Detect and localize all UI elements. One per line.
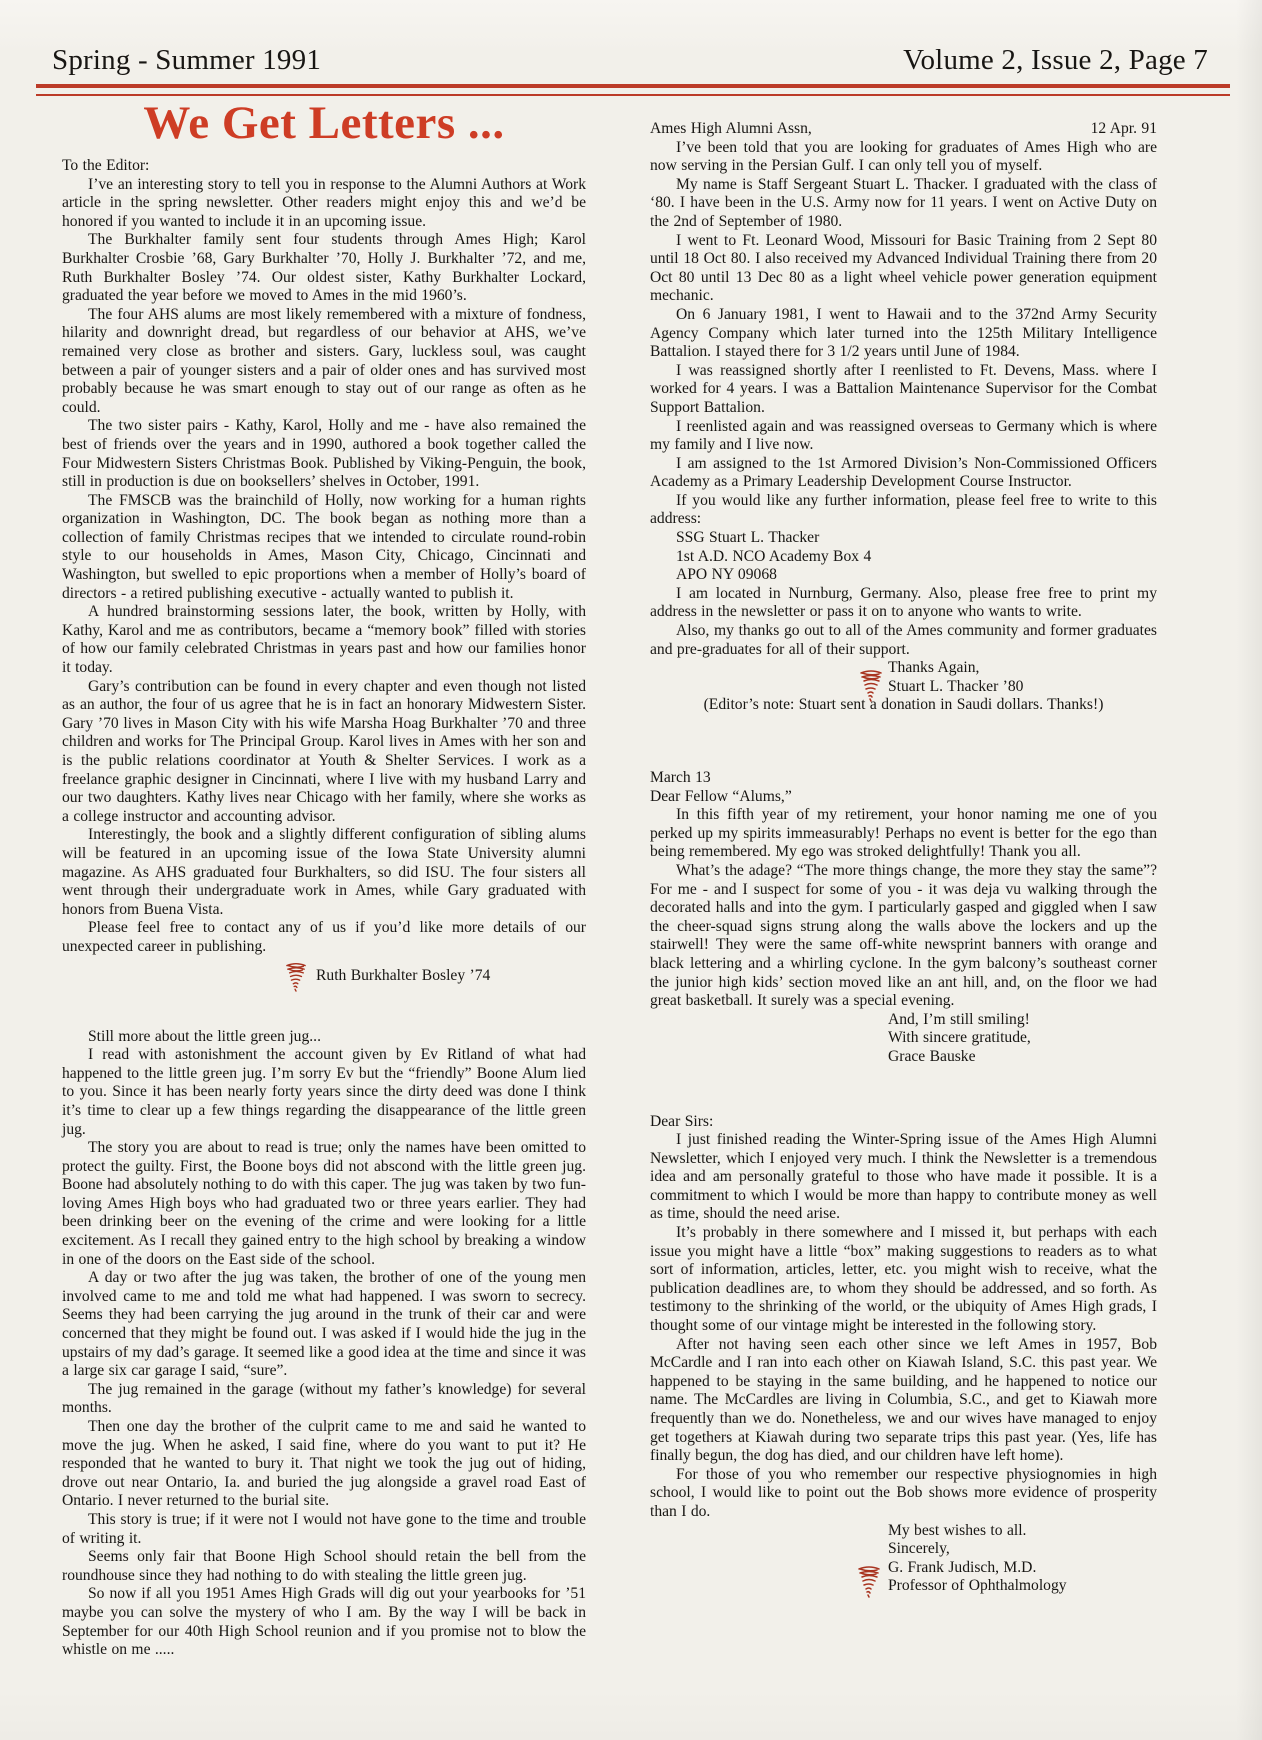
paragraph: The four AHS alums are most likely remembered with a mixture of fondness, hilarity and downright dread, but regardless of our behavior at AHS, we’ve remained very close as brother and sisters. Gary, luckless soul, was caught between a pair of younger sisters and a pair of older ones and has survived most probably because he was smart enough to stay out of our range as often as he could. [62,305,586,416]
letter-judisch [650,1113,1157,1596]
letter-body [650,806,1157,1011]
letter-date: March 13 [650,769,711,786]
page-title: We Get Letters ... [143,97,505,149]
signature-block-judisch [888,1522,1157,1596]
paragraph: I am located in Nurnburg, Germany. Also, please free free to print my address in the newsletter or pass it on to anyone who wants to write. [650,584,1157,621]
paragraph: APO NY 09068 [676,566,777,584]
signature-name: Ruth Burkhalter Bosley ’74 [316,966,491,984]
letter-head-row [650,120,1157,139]
page-header [52,44,1208,77]
header-volume-page: Volume 2, Issue 2, Page 7 [903,44,1208,76]
signature-title: Professor of Ophthalmology [888,1577,1067,1595]
letter-body-continued [650,585,1157,659]
signature-name: Stuart L. Thacker ’80 [888,677,1024,695]
paragraph: On 6 January 1981, I went to Hawaii and to the 372nd Army Security Agency Company which later turned into the 125th Military Intelligence Battalion. I stayed there for 3 1/2 years until June of 1984. [650,305,1157,361]
paragraph: Gary’s contribution can be found in every chapter and even though not listed as an author, the four of us agree that he is in fact an honorary Midwestern Sister. Gary ’70 lives in Mason City with his wife Marsha Hoag Burkhalter ’70 and three children and works for The Principal Group. Karol lives in Ames with her son and is the public relations coordinator at Youth & Shelter Services. I work as a freelance graphic designer in Cincinnati, where I live with my husband Larry and our two daughters. Kathy lives near Chicago with her family, where she works as a college instructor and accounting advisor. [62,677,586,825]
salutation: Dear Fellow “Alums,” [650,787,792,805]
letter-body [62,176,586,957]
paragraph: And, I’m still smiling! [888,1010,1030,1028]
paragraph: In this fifth year of my retirement, your honor naming me one of you perked up my spirits immeasurably! Perhaps no event is better for the ego than being remembered. My ego was stroked delightfully! Thank you all. [650,806,1157,861]
paragraph: I went to Ft. Leonard Wood, Missouri for Basic Training from 2 Sept 80 until 18 Oct 80. I also received my Advanced Individual Training there from 20 Oct 80 until 13 Dec 80 as a light wheel vehicle power generation equipment mechanic. [650,231,1157,305]
paragraph: The jug remained in the garage (without my father’s knowledge) for several months. [62,1380,586,1417]
header-season: Spring - Summer 1991 [52,44,322,76]
paragraph: What’s the adage? “The more things change, the more they stay the same”? For me - and I suspect for some of you - it was deja vu walking through the decorated halls and into the gym. I particularly gasped and giggled when I saw the cheer-squad signs strung along the walls above the lockers and up the stairwell! They were the same off-white newsprint banners with orange and black lettering and a whirling cyclone. In the gym balcony’s southeast corner the junior high kids’ section moved like an ant hill, and, on the floor we had great basketball. It surely was a special evening. [650,861,1157,1010]
signature-block-thacker [888,659,1157,696]
header-rule-top [36,84,1230,88]
paragraph: Then one day the brother of the culprit came to me and said he wanted to move the jug. When he asked, I said fine, where do you want to put it? He responded that he wanted to bury it. That night we took the jug out of hiding, drove out near Ontario, Ia. and buried the jug alongside a gravel road East of Ontario. I never returned to the burial site. [62,1418,586,1510]
letter-body [650,1131,1157,1521]
left-column [62,157,586,1660]
letter-thacker [650,120,1157,715]
addressee: Ames High Alumni Assn, [650,120,812,137]
signature-name: G. Frank Judisch, M.D. [888,1558,1037,1576]
letter-green-jug [62,1028,586,1660]
paragraph: A hundred brainstorming sessions later, the book, written by Holly, with Kathy, Karol and me as contributors, became a “memory book” filled with stories of how our family celebrated Christmas in years past and how our families honor it today. [62,603,586,677]
paragraph: My name is Staff Sergeant Stuart L. Thacker. I graduated with the class of ‘80. I have been in the U.S. Army now for 11 years. I went on Active Duty on the 2nd of September of 1980. [650,175,1157,230]
paragraph: It’s probably in there somewhere and I missed it, but perhaps with each issue you might have a little “box” making suggestions to readers as to what sort of information, articles, letter, etc. you might wish to receive, what the publication deadlines are, to whom they should be addressed, and so forth. As testimony to the shrinking of the world, or the ubiquity of Ames High grads, I thought some of our vintage might be interested in the following story. [650,1224,1157,1335]
paragraph: I am assigned to the 1st Armored Division’s Non-Commissioned Officers Academy as a Primary Leadership Development Course Instructor. [650,454,1157,491]
paragraph: The story you are about to read is true; only the names have been omitted to protect the guilty. First, the Boone boys did not abscond with the little green jug. Boone had absolutely nothing to do with this caper. The jug was taken by two fun-loving Ames High boys who had graduated two or three years earlier. They had been drinking beer on the evening of the crime and were looking for a little excitement. As I recall they gained entry to the high school by breaking a window in one of the doors on the East side of the school. [62,1139,586,1268]
paragraph: I read with astonishment the account given by Ev Ritland of what had happened to the little green jug. I’m sorry Ev but the “friendly” Boone Alum lied to you. Since it has been nearly forty years since the dirty deed was done I think it’s time to clear up a few things regarding the disappearance of the little green jug. [62,1046,586,1138]
paragraph: So now if all you 1951 Ames High Grads will dig out your yearbooks for ’51 maybe you can solve the mystery of who I am. By the way I will be back in September for our 40th High School reunion and if you promise not to blow the whistle on me ..... [62,1585,586,1659]
paragraph: For those of you who remember our respective physiognomies in high school, I would like to point out the Bob shows more evidence of prosperity than I do. [650,1465,1157,1520]
closing-phrase: My best wishes to all. [888,1521,1027,1539]
paragraph: I’ve been told that you are looking for graduates of Ames High who are now serving in the Persian Gulf. I can only tell you of myself. [650,138,1157,175]
closing-phrase: Thanks Again, [888,659,980,677]
paragraph: The two sister pairs - Kathy, Karol, Holly and me - have also remained the best of friends over the years and in 1990, authored a book together called the Four Midwestern Sisters Christmas Book. Published by Viking-Penguin, the book, still in production is due on booksellers’ shelves in October, 1991. [62,417,586,491]
salutation: To the Editor: [62,157,150,174]
paragraph: The FMSCB was the brainchild of Holly, now working for a human rights organization in Washington, DC. The book began as nothing more than a collection of family Christmas recipes that we intended to circulate round-robin style to our households in Ames, Mason City, Chicago, Cincinnati and Washington, but swelled to epic proportions when a member of Holly’s board of directors - a retired publishing executive - actually wanted to publish it. [62,491,586,602]
paragraph: Please feel free to contact any of us if you’d like more details of our unexpected career in publishing. [62,919,586,955]
paragraph: I’ve an interesting story to tell you in response to the Alumni Authors at Work article in the spring newsletter. Other readers might enjoy this and we’d be honored if you wanted to include it in an upcoming issue. [62,175,586,230]
letter-date: 12 Apr. 91 [1090,120,1157,137]
letter-burkhalter [62,157,586,992]
salutation: Dear Sirs: [650,1112,714,1130]
editor-note: (Editor’s note: Stuart sent a donation in Saudi dollars. Thanks!) [703,696,1104,714]
right-column [650,120,1157,1596]
paragraph: Grace Bauske [888,1047,976,1065]
paragraph: I reenlisted again and was reassigned overseas to Germany which is where my family and I live now. [650,417,1157,454]
cyclone-icon [284,961,308,992]
paragraph: I just finished reading the Winter-Spring issue of the Ames High Alumni Newsletter, which I enjoyed very much. I think the Newsletter is a tremendous idea and am personally grateful to those who have made it possible. It is a commitment to which I would be more than happy to contribute money as well as time, should the need arise. [650,1131,1157,1223]
letter-body [62,1046,586,1660]
paragraph: 1st A.D. NCO Academy Box 4 [676,547,872,565]
paragraph: With sincere gratitude, [888,1029,1031,1047]
signature-block-bauske [888,1011,1157,1067]
letter-bauske [650,769,1157,1067]
address-block [676,529,1157,585]
paragraph: I was reassigned shortly after I reenlisted to Ft. Devens, Mass. where I worked for 4 years. I was a Battalion Maintenance Supervisor for the Combat Support Battalion. [650,361,1157,416]
paragraph: The Burkhalter family sent four students through Ames High; Karol Burkhalter Crosbie ’68, Gary Burkhalter ’70, Holly J. Burkhalter ’72, and me, Ruth Burkhalter Bosley ’74. Our oldest sister, Kathy Burkhalter Lockard, graduated the year before we moved to Ames in the mid 1960’s. [62,231,586,305]
paragraph: After not having seen each other since we left Ames in 1957, Bob McCardle and I ran into each other on Kiawah Island, S.C. this past year. We happened to be staying in the same building, and he happened to notice our name. The McCardles are living in Columbia, S.C., and get to Kiawah more frequently than we do. Nonetheless, we and our wives have managed to enjoy get togethers at Kiawah during two separate trips this past year. (Yes, life has finally begun, the dog has died, and our children have left home). [650,1335,1157,1465]
cyclone-icon [856,1564,882,1598]
letter-heading: Still more about the little green jug... [88,1027,321,1045]
paragraph: Interestingly, the book and a slightly different configuration of sibling alums will be featured in an upcoming issue of the Iowa State University alumni magazine. As AHS graduated four Burkhalters, so did ISU. The four sisters all went through their undergraduate work in Ames, while Gary graduated with honors from Buena Vista. [62,826,586,918]
paragraph: Seems only fair that Boone High School should retain the bell from the roundhouse since they had nothing to do with stealing the little green jug. [62,1548,586,1584]
paragraph: Also, my thanks go out to all of the Ames community and former graduates and pre-graduates for all of their support. [650,622,1157,658]
cyclone-icon [858,668,884,702]
paragraph: If you would like any further information, please feel free to write to this address: [650,491,1157,528]
paragraph: This story is true; if it were not I would not have gone to the time and trouble of writing it. [62,1510,586,1547]
signature-block-ruth [284,961,586,992]
paragraph: SSG Stuart L. Thacker [676,529,820,547]
paragraph: A day or two after the jug was taken, the brother of one of the young men involved came to me and told me what had happened. I was sworn to secrecy. Seems they had been carrying the jug around in the trunk of their car and were concerned that they might be found out. I was asked if I would hide the jug in the upstairs of my dad’s garage. It seemed like a good idea at the time and since it was a large six car garage I said, “sure”. [62,1269,586,1380]
closing-phrase: Sincerely, [888,1540,950,1558]
letter-body [650,139,1157,529]
